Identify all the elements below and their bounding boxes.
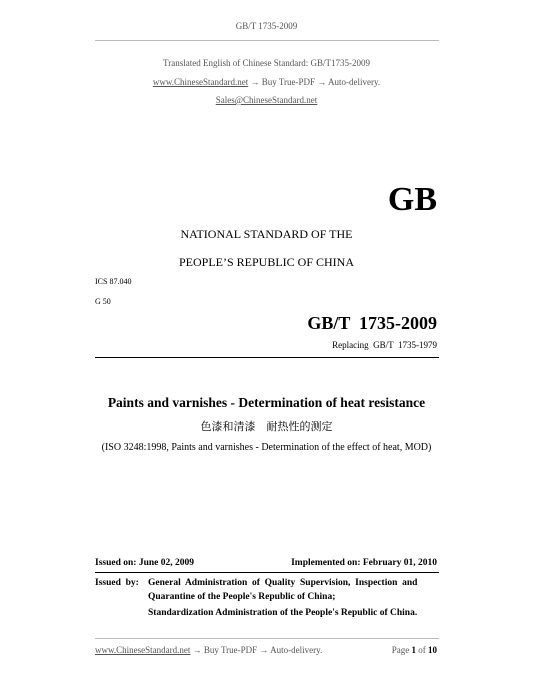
email-link[interactable]: Sales@ChineseStandard.net <box>215 95 318 105</box>
promo-delivery-text: → Buy True-PDF → Auto-delivery. <box>250 77 381 87</box>
national-standard-line1: NATIONAL STANDARD OF THE <box>180 227 353 241</box>
footer-delivery-text: → Buy True-PDF → Auto-delivery. <box>192 645 323 655</box>
promo-line: Translated English of Chinese Standard: GB/T1735-2009 <box>163 58 370 68</box>
issued-date: Issued on: June 02, 2009 <box>95 558 194 568</box>
gb-logo: GB <box>387 181 437 218</box>
issued-by-label: Issued by: <box>95 578 139 588</box>
running-header: GB/T 1735-2009 <box>235 21 298 31</box>
page-number: 1 <box>411 645 416 655</box>
ics-code: ICS 87.040 <box>95 277 132 286</box>
document-title-cn: 色漆和清漆 耐热性的测定 <box>200 420 333 433</box>
header-divider <box>95 40 439 41</box>
issuer-line2: Quarantine of the People's Republic of China; <box>148 592 336 602</box>
page-label: Page <box>391 645 410 655</box>
footer-divider <box>95 638 439 639</box>
implemented-date: Implemented on: February 01, 2010 <box>291 558 437 568</box>
iso-reference: (ISO 3248:1998, Paints and varnishes - Determination of the effect of heat, MOD) <box>101 442 432 453</box>
national-standard-line2: PEOPLE’S REPUBLIC OF CHINA <box>178 255 355 269</box>
promo-links-line <box>0 77 533 87</box>
of-label: of <box>418 645 426 655</box>
standard-number: GB/T 1735-2009 <box>307 313 437 333</box>
footer-promo <box>95 645 322 655</box>
issuer-standardization: Standardization Administration of the People's Republic of China. <box>148 608 418 618</box>
footer-site-link[interactable]: www.ChineseStandard.net <box>95 645 191 655</box>
title-divider <box>95 357 439 358</box>
email-line <box>0 95 533 105</box>
page-indicator <box>392 645 437 655</box>
ccs-code: G 50 <box>95 297 111 306</box>
dates-divider <box>95 572 439 573</box>
page-total: 10 <box>428 645 437 655</box>
issuer-line1: General Administration of Quality Supervision, Inspection and <box>148 578 418 588</box>
replacing-note: Replacing GB/T 1735-1979 <box>332 340 437 350</box>
document-title-en: Paints and varnishes - Determination of heat resistance <box>107 395 426 410</box>
site-link[interactable]: www.ChineseStandard.net <box>152 77 249 87</box>
